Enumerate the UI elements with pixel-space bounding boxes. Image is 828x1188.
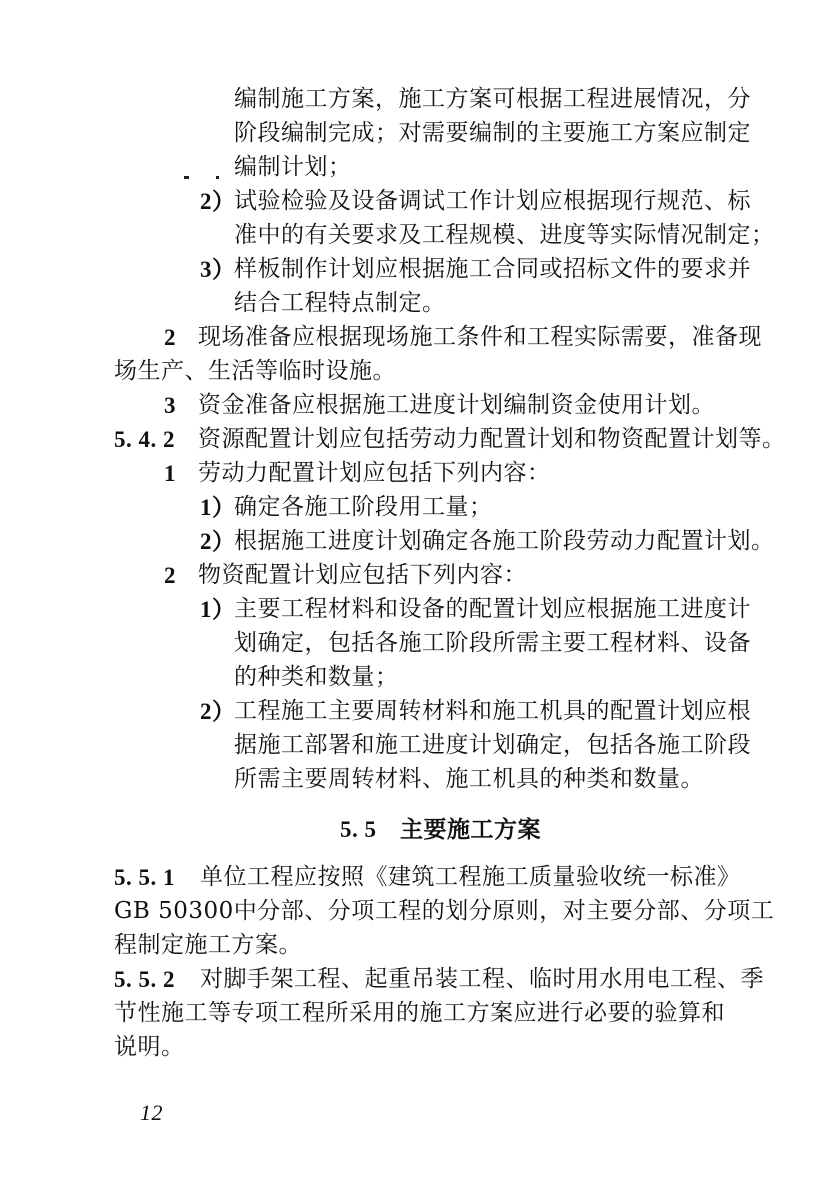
list-marker: 1） bbox=[200, 495, 236, 520]
item-number: 3 bbox=[164, 393, 176, 418]
text-line: 据施工部署和施工进度计划确定，包括各施工阶段 bbox=[234, 732, 751, 758]
text-line: 确定各施工阶段用工量； bbox=[234, 494, 493, 520]
item-number: 2 bbox=[164, 325, 176, 350]
text-line: 所需主要周转材料、施工机具的种类和数量。 bbox=[234, 766, 704, 792]
list-marker: 2） bbox=[200, 699, 236, 724]
text-line: 物资配置计划应包括下列内容： bbox=[198, 562, 527, 588]
text-line: 划确定，包括各施工阶段所需主要工程材料、设备 bbox=[234, 630, 751, 656]
text-line: 编制计划； bbox=[234, 154, 352, 180]
item-number: 1 bbox=[164, 461, 176, 486]
clause-number: 5. 5. 1 bbox=[114, 865, 175, 890]
text-line: 资源配置计划应包括劳动力配置计划和物资配置计划等。 bbox=[198, 426, 786, 452]
list-marker: 2） bbox=[200, 529, 236, 554]
section-number: 5. 5 bbox=[340, 817, 377, 842]
page-number: 12 bbox=[140, 1100, 163, 1125]
text-line: 场生产、生活等临时设施。 bbox=[114, 358, 396, 384]
text-line: 根据施工进度计划确定各施工阶段劳动力配置计划。 bbox=[234, 528, 775, 554]
text-line: 现场准备应根据现场施工条件和工程实际需要，准备现 bbox=[198, 324, 762, 350]
text-line: 说明。 bbox=[114, 1034, 185, 1060]
text-line: GB 50300中分部、分项工程的划分原则，对主要分部、分项工 bbox=[114, 898, 775, 924]
text-line: 对脚手架工程、起重吊装工程、临时用水用电工程、季 bbox=[200, 966, 764, 992]
text-line: 样板制作计划应根据施工合同或招标文件的要求并 bbox=[234, 256, 751, 282]
text-line: 劳动力配置计划应包括下列内容： bbox=[198, 460, 551, 486]
item-number: 2 bbox=[164, 563, 176, 588]
text-line: 编制施工方案，施工方案可根据工程进展情况，分 bbox=[234, 86, 751, 112]
text-line: 结合工程特点制定。 bbox=[234, 290, 446, 316]
clause-number: 5. 4. 2 bbox=[114, 427, 175, 452]
text-line: 的种类和数量； bbox=[234, 664, 399, 690]
text-line: 单位工程应按照《建筑工程施工质量验收统一标准》 bbox=[200, 864, 741, 890]
text-line: 主要工程材料和设备的配置计划应根据施工进度计 bbox=[234, 596, 751, 622]
text-line: 程制定施工方案。 bbox=[114, 932, 302, 958]
text-line: 试验检验及设备调试工作计划应根据现行规范、标 bbox=[234, 188, 751, 214]
clause-number: 5. 5. 2 bbox=[114, 967, 175, 992]
section-title: 主要施工方案 bbox=[400, 816, 541, 843]
scan-speck bbox=[184, 176, 189, 179]
text-line: 阶段编制完成；对需要编制的主要施工方案应制定 bbox=[234, 120, 751, 146]
text-line: 资金准备应根据施工进度计划编制资金使用计划。 bbox=[198, 392, 715, 418]
list-marker: 2） bbox=[200, 189, 236, 214]
text-line: 工程施工主要周转材料和施工机具的配置计划应根 bbox=[234, 698, 751, 724]
text-line: 准中的有关要求及工程规模、进度等实际情况制定； bbox=[234, 222, 775, 248]
list-marker: 3） bbox=[200, 257, 236, 282]
list-marker: 1） bbox=[200, 597, 236, 622]
scan-speck bbox=[216, 176, 219, 179]
text-line: 节性施工等专项工程所采用的施工方案应进行必要的验算和 bbox=[114, 1000, 725, 1026]
